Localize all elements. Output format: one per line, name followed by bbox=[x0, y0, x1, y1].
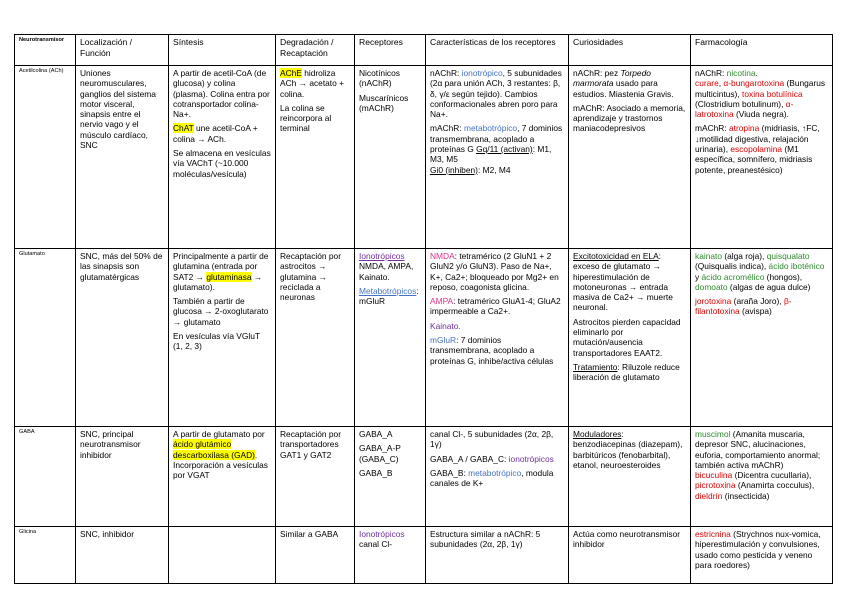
caract-gaba-p3 bbox=[430, 468, 564, 489]
curiosidades-glu-p3 bbox=[573, 362, 686, 383]
header-sintesis: Síntesis bbox=[169, 35, 276, 66]
row-acetilcolina bbox=[15, 66, 833, 249]
drug-bicuculina: bicuculina bbox=[695, 470, 733, 481]
drug-jorotoxina-note: (araña Joro), bbox=[731, 296, 784, 307]
caract-gi-text: : M2, M4 bbox=[477, 164, 511, 175]
glutaminasa-enzyme: glutaminasa bbox=[206, 271, 252, 282]
drug-bungarotoxina-note: (Bungarus multicintus), bbox=[695, 78, 826, 99]
drug-escopolamina-note: (M1 específica, somnífero, midriasis potente, preanestésico) bbox=[695, 144, 813, 175]
drug-domoato: domoato bbox=[695, 281, 728, 292]
drug-bicuculina-note: (Dicentra cucullaria), bbox=[732, 470, 812, 481]
drug-dieldrin: dieldrín bbox=[695, 490, 723, 501]
receptor-nicotinicos: Nicotínicos (nAChR) bbox=[359, 68, 400, 89]
caract-gq-text: : M1, M3, M5 bbox=[430, 144, 552, 165]
cell-caracteristicas-gly: Estructura similar a nAChR: 5 subunidades (2α, 2β, 1γ) bbox=[426, 527, 569, 584]
header-degradacion: Degradación / Recaptación bbox=[276, 35, 355, 66]
drug-toxina-botulinica: toxina botulínica bbox=[742, 88, 803, 99]
cell-curiosidades-gly: Actúa como neurotransmisor inhibidor bbox=[569, 527, 691, 584]
drug-quisqualato-note: (Quisqualis indica), bbox=[695, 261, 769, 272]
excitotoxicidad-text: : exceso de glutamato → hiperestimulación de motoneuronas → entrada masiva de Ca2+ → muerte neuronal. bbox=[573, 251, 673, 313]
cell-degradacion-glu: Recaptación por astrocitos → glutamina → reciclada a neuronas bbox=[276, 249, 355, 427]
cell-receptores-gaba bbox=[355, 427, 426, 527]
sintesis-gaba-a: A partir de glutamato por bbox=[173, 429, 265, 439]
farmaco-glu-antagonistas bbox=[695, 296, 828, 317]
drug-botulinica-note: (Clostridium botulinum), bbox=[695, 98, 786, 109]
drug-muscimol: muscimol bbox=[695, 429, 731, 439]
moduladores-text: : benzodiacepinas (diazepam), barbitúricos (fenobarbital), etanol, neuroesteroides bbox=[573, 429, 683, 470]
receptor-gly-iono: Ionotrópicos bbox=[359, 529, 405, 539]
sintesis-ach-p1: A partir de acetil-CoA (de glucosa) y colina (plasma). Colina entra por cotransportador colina-Na+. bbox=[173, 68, 270, 120]
cell-farmacologia-gaba bbox=[691, 427, 833, 527]
cell-name-glu: Glutamato bbox=[15, 249, 76, 427]
curiosidades-ach-p2: mAChR: Asociado a memoria, aprendizaje y trastornos maniacodepresivos bbox=[573, 102, 686, 134]
drug-kainato: kainato bbox=[695, 251, 723, 261]
header-curiosidades: Curiosidades bbox=[569, 35, 691, 66]
farmaco-glu-agonistas bbox=[695, 251, 828, 292]
curiosidades-ach-p1-b: usado para estudios. Miastenia Gravis. bbox=[573, 78, 674, 99]
drug-latrotoxina-note: (Viuda negra). bbox=[733, 109, 789, 120]
caract-machr-label: mAChR: bbox=[430, 123, 464, 134]
cell-curiosidades-ach bbox=[569, 66, 691, 249]
curiosidades-ach-p1-a: nAChR: pez bbox=[573, 68, 621, 78]
sintesis-glu-p1-a: Principalmente a partir de glutamina (entrada por SAT2 → bbox=[173, 251, 269, 282]
tratamiento-label: Tratamiento bbox=[573, 361, 618, 372]
caract-gaba-p2 bbox=[430, 454, 564, 464]
caract-nachr-type: ionotrópico bbox=[461, 68, 503, 78]
cell-sintesis-gaba bbox=[169, 427, 276, 527]
sintesis-glu-p1-b: → glutamato). bbox=[173, 271, 263, 292]
drug-curare: curare bbox=[695, 78, 719, 89]
row-glutamato bbox=[15, 249, 833, 427]
header-row bbox=[15, 35, 833, 66]
drug-dieldrin-note: (insecticida) bbox=[722, 490, 770, 501]
drug-kainato-note: (alga roja), bbox=[722, 251, 767, 261]
cell-localizacion-gaba: SNC, principal neurotransmisor inhibidor bbox=[76, 427, 169, 527]
sintesis-gaba-b: . Incorporación a vesículas por VGAT bbox=[173, 449, 268, 481]
tratamiento-text: : Riluzole reduce liberación de glutamato bbox=[573, 361, 680, 383]
cell-sintesis-glu bbox=[169, 249, 276, 427]
farmaco-machr-label: mAChR: bbox=[695, 123, 729, 134]
drug-filantotoxina-note: (avispa) bbox=[739, 306, 772, 317]
header-localizacion: Localización / Función bbox=[76, 35, 169, 66]
cell-localizacion-glu: SNC, más del 50% de las sinapsis son glutamatérgicas bbox=[76, 249, 169, 427]
drug-escopolamina: escopolamina bbox=[730, 144, 783, 155]
cell-degradacion-gaba: Recaptación por transportadores GAT1 y GAT2 bbox=[276, 427, 355, 527]
caract-mglur-text: : 7 dominios transmembrana, acoplado a proteínas G, inhibe/activa células bbox=[430, 335, 554, 366]
cell-degradacion-gly: Similar a GABA bbox=[276, 527, 355, 584]
neurotransmitter-table bbox=[14, 34, 833, 584]
sintesis-ach-p2 bbox=[173, 123, 271, 144]
sintesis-ach-p3: Se almacena en vesículas vía VAChT (~10.000 moléculas/vesícula) bbox=[173, 148, 271, 179]
drug-bungarotoxina: α-bungarotoxina bbox=[723, 78, 785, 89]
caract-kainato bbox=[430, 321, 564, 331]
caract-machr-type: metabotrópico bbox=[463, 123, 518, 134]
drug-muscimol-note: (Amanita muscaria, depresor SNC, alucinaciones, euforia, comportamiento anormal; también activa mAChR) bbox=[695, 429, 821, 470]
caract-kainato-label: Kainato. bbox=[430, 320, 461, 331]
cell-farmacologia-ach bbox=[691, 66, 833, 249]
cell-curiosidades-glu bbox=[569, 249, 691, 427]
receptor-muscarinicos: Muscarínicos (mAChR) bbox=[359, 92, 409, 113]
drug-estricnina-note: (Strychnos nux-vomica, hiperestimulación y convulsiones, usado como pesticida y veneno para roedores) bbox=[695, 529, 821, 570]
drug-picrotoxina: picrotoxina bbox=[695, 480, 736, 491]
metabotropicos-label: Metabotrópicos bbox=[359, 285, 417, 296]
degradacion-ach-p1 bbox=[280, 68, 350, 99]
caract-gaba-p3-type: metabotrópico bbox=[468, 467, 522, 478]
cell-localizacion-ach: Uniones neuromusculares, ganglios del sistema motor visceral, sinapsis entre el nervio vago y el músculo cardíaco, SNC bbox=[76, 66, 169, 249]
cell-caracteristicas-ach bbox=[426, 66, 569, 249]
drug-acromelico-note: (hongos), bbox=[764, 271, 803, 282]
header-caracteristicas: Características de los receptores bbox=[426, 35, 569, 66]
caract-nmda-text: : tetramérico (2 GluN1 + 2 GluN2 y/o GluN3). Paso de Na+, K+, Ca2+; bloqueado por Mg2+ en reposo, coagonista glicina. bbox=[430, 251, 559, 292]
drug-ac-ibotenico: ácido iboténico bbox=[768, 261, 825, 272]
cell-sintesis-gly bbox=[169, 527, 276, 584]
drug-atropina-note: (midriasis, ↑FC, ↓motilidad digestiva, relajación urinaria), bbox=[695, 123, 820, 155]
caract-nmda-label: NMDA bbox=[430, 251, 455, 261]
caract-gaba-p3-text: , modula canales de K+ bbox=[430, 467, 554, 489]
receptor-gaba-a: GABA_A bbox=[359, 429, 393, 439]
receptor-gaba-b: GABA_B bbox=[359, 467, 393, 478]
ionotropicos-label: Ionotrópicos bbox=[359, 251, 405, 261]
caract-gaba-p1: canal Cl-, 5 subunidades (2α, 2β, 1γ) bbox=[430, 429, 554, 450]
caract-gaba-p2-label: GABA_A / GABA_C: bbox=[430, 453, 509, 464]
cell-farmacologia-glu bbox=[691, 249, 833, 427]
drug-atropina: atropina bbox=[728, 123, 760, 134]
caract-machr bbox=[430, 123, 564, 174]
drug-y: y bbox=[695, 271, 702, 282]
sintesis-glu-p1 bbox=[173, 251, 271, 292]
metabotropicos-list: : mGluR bbox=[359, 285, 419, 307]
drug-quisqualato: quisqualato bbox=[766, 251, 810, 261]
caract-nmda bbox=[430, 251, 564, 292]
caract-gi: Gi0 (inhiben) bbox=[430, 164, 478, 175]
drug-estricnina: estricnina bbox=[695, 529, 731, 539]
header-receptores: Receptores bbox=[355, 35, 426, 66]
caract-nachr-text: , 5 subunidades (2α para unión ACh, 3 restantes: β, δ, γ/ε según tejido). Cambios conformacionales abren poro para Na+. bbox=[430, 68, 562, 120]
cell-caracteristicas-glu bbox=[426, 249, 569, 427]
receptor-gly-canal: canal Cl- bbox=[359, 539, 393, 550]
row-gaba bbox=[15, 427, 833, 527]
chat-enzyme: ChAT bbox=[173, 123, 194, 134]
farmaco-nachr: nAChR: nicotina. curare, α-bungarotoxina (Bungarus multicintus), toxina botulínica (Clostridium botulinum), α-latrotoxina (Viuda negra). bbox=[695, 68, 826, 120]
caract-ampa bbox=[430, 296, 564, 317]
cell-curiosidades-gaba bbox=[569, 427, 691, 527]
ionotropicos-list: NMDA, AMPA, Kainato. bbox=[359, 261, 414, 282]
cell-farmacologia-gly bbox=[691, 527, 833, 584]
degradacion-ach-p1-text: hidroliza ACh → acetato + colina. bbox=[280, 68, 345, 99]
drug-latrotoxina: α-latrotoxina bbox=[695, 98, 794, 120]
torpedo-species: Torpedo marmorata bbox=[573, 68, 651, 89]
cell-name-gly: Glicina bbox=[15, 527, 76, 584]
sintesis-glu-p2: También a partir de glucosa → 2-oxoglutarato → glutamato bbox=[173, 296, 269, 327]
caract-gaba-p3-label: GABA_B: bbox=[430, 467, 469, 478]
curiosidades-glu-p2: Astrocitos pierden capacidad eliminarlo por mutación/ausencia transportadores EAAT2. bbox=[573, 316, 681, 358]
cell-caracteristicas-gaba bbox=[426, 427, 569, 527]
cell-receptores-glu bbox=[355, 249, 426, 427]
drug-jorotoxina: jorotoxina bbox=[695, 296, 732, 307]
drug-domoato-note: (algas de agua dulce) bbox=[727, 281, 811, 292]
excitotoxicidad-label: Excitotoxicidad en ELA bbox=[573, 251, 659, 261]
curiosidades-glu-p1 bbox=[573, 251, 686, 313]
drug-picrotoxina-note: (Anamirta cocculus), bbox=[735, 480, 815, 491]
caract-ampa-label: AMPA bbox=[430, 296, 454, 307]
cell-receptores-ach bbox=[355, 66, 426, 249]
moduladores-label: Moduladores bbox=[573, 429, 622, 439]
ache-enzyme: AChE bbox=[280, 68, 302, 78]
cell-localizacion-gly: SNC, inhibidor bbox=[76, 527, 169, 584]
farmaco-nachr-label: nAChR: bbox=[695, 68, 727, 78]
caract-gaba-p2-type: ionotrópicos bbox=[508, 453, 554, 464]
row-glicina bbox=[15, 527, 833, 584]
degradacion-ach-p2: La colina se reincorpora al terminal bbox=[280, 102, 332, 134]
caract-gq: Gq/11 (activan) bbox=[476, 144, 533, 155]
caract-ampa-text: : tetramérico GluA1-4; GluA2 impermeable a Ca2+. bbox=[430, 296, 561, 317]
drug-ac-acromelico: ácido acromélico bbox=[701, 271, 765, 282]
receptor-gaba-a-p: GABA_A-P (GABA_C) bbox=[359, 443, 401, 464]
caract-machr-text: , 7 dominios transmembrana, acoplado a proteínas G bbox=[430, 123, 563, 155]
cell-sintesis-ach bbox=[169, 66, 276, 249]
header-neurotransmisor: Neurotransmisor bbox=[15, 35, 76, 66]
cell-name-gaba: GABA bbox=[15, 427, 76, 527]
caract-nachr-label: nAChR: bbox=[430, 68, 462, 78]
farmaco-gaba-p1 bbox=[695, 429, 828, 501]
drug-filantotoxina: β-filantotoxina bbox=[695, 296, 792, 317]
caract-mglur bbox=[430, 335, 564, 366]
cell-name-ach: Acetilcolina (ACh) bbox=[15, 66, 76, 249]
drug-nicotina: nicotina bbox=[726, 68, 756, 78]
header-farmacologia: Farmacología bbox=[691, 35, 833, 66]
sintesis-glu-p3: En vesículas vía VGluT (1, 2, 3) bbox=[173, 331, 260, 352]
gad-enzyme: ácido glutámico descarboxilasa (GAD) bbox=[173, 439, 255, 460]
farmaco-machr bbox=[695, 123, 828, 174]
receptores-glu-iono bbox=[359, 251, 421, 282]
receptores-glu-meta bbox=[359, 286, 421, 307]
sintesis-ach-p2-text: une acetil-CoA + colina → ACh. bbox=[173, 123, 258, 144]
curiosidades-ach-p1 bbox=[573, 68, 686, 99]
caract-mglur-label: mGluR bbox=[430, 335, 457, 346]
cell-receptores-gly bbox=[355, 527, 426, 584]
cell-degradacion-ach bbox=[276, 66, 355, 249]
caract-nachr bbox=[430, 68, 564, 119]
